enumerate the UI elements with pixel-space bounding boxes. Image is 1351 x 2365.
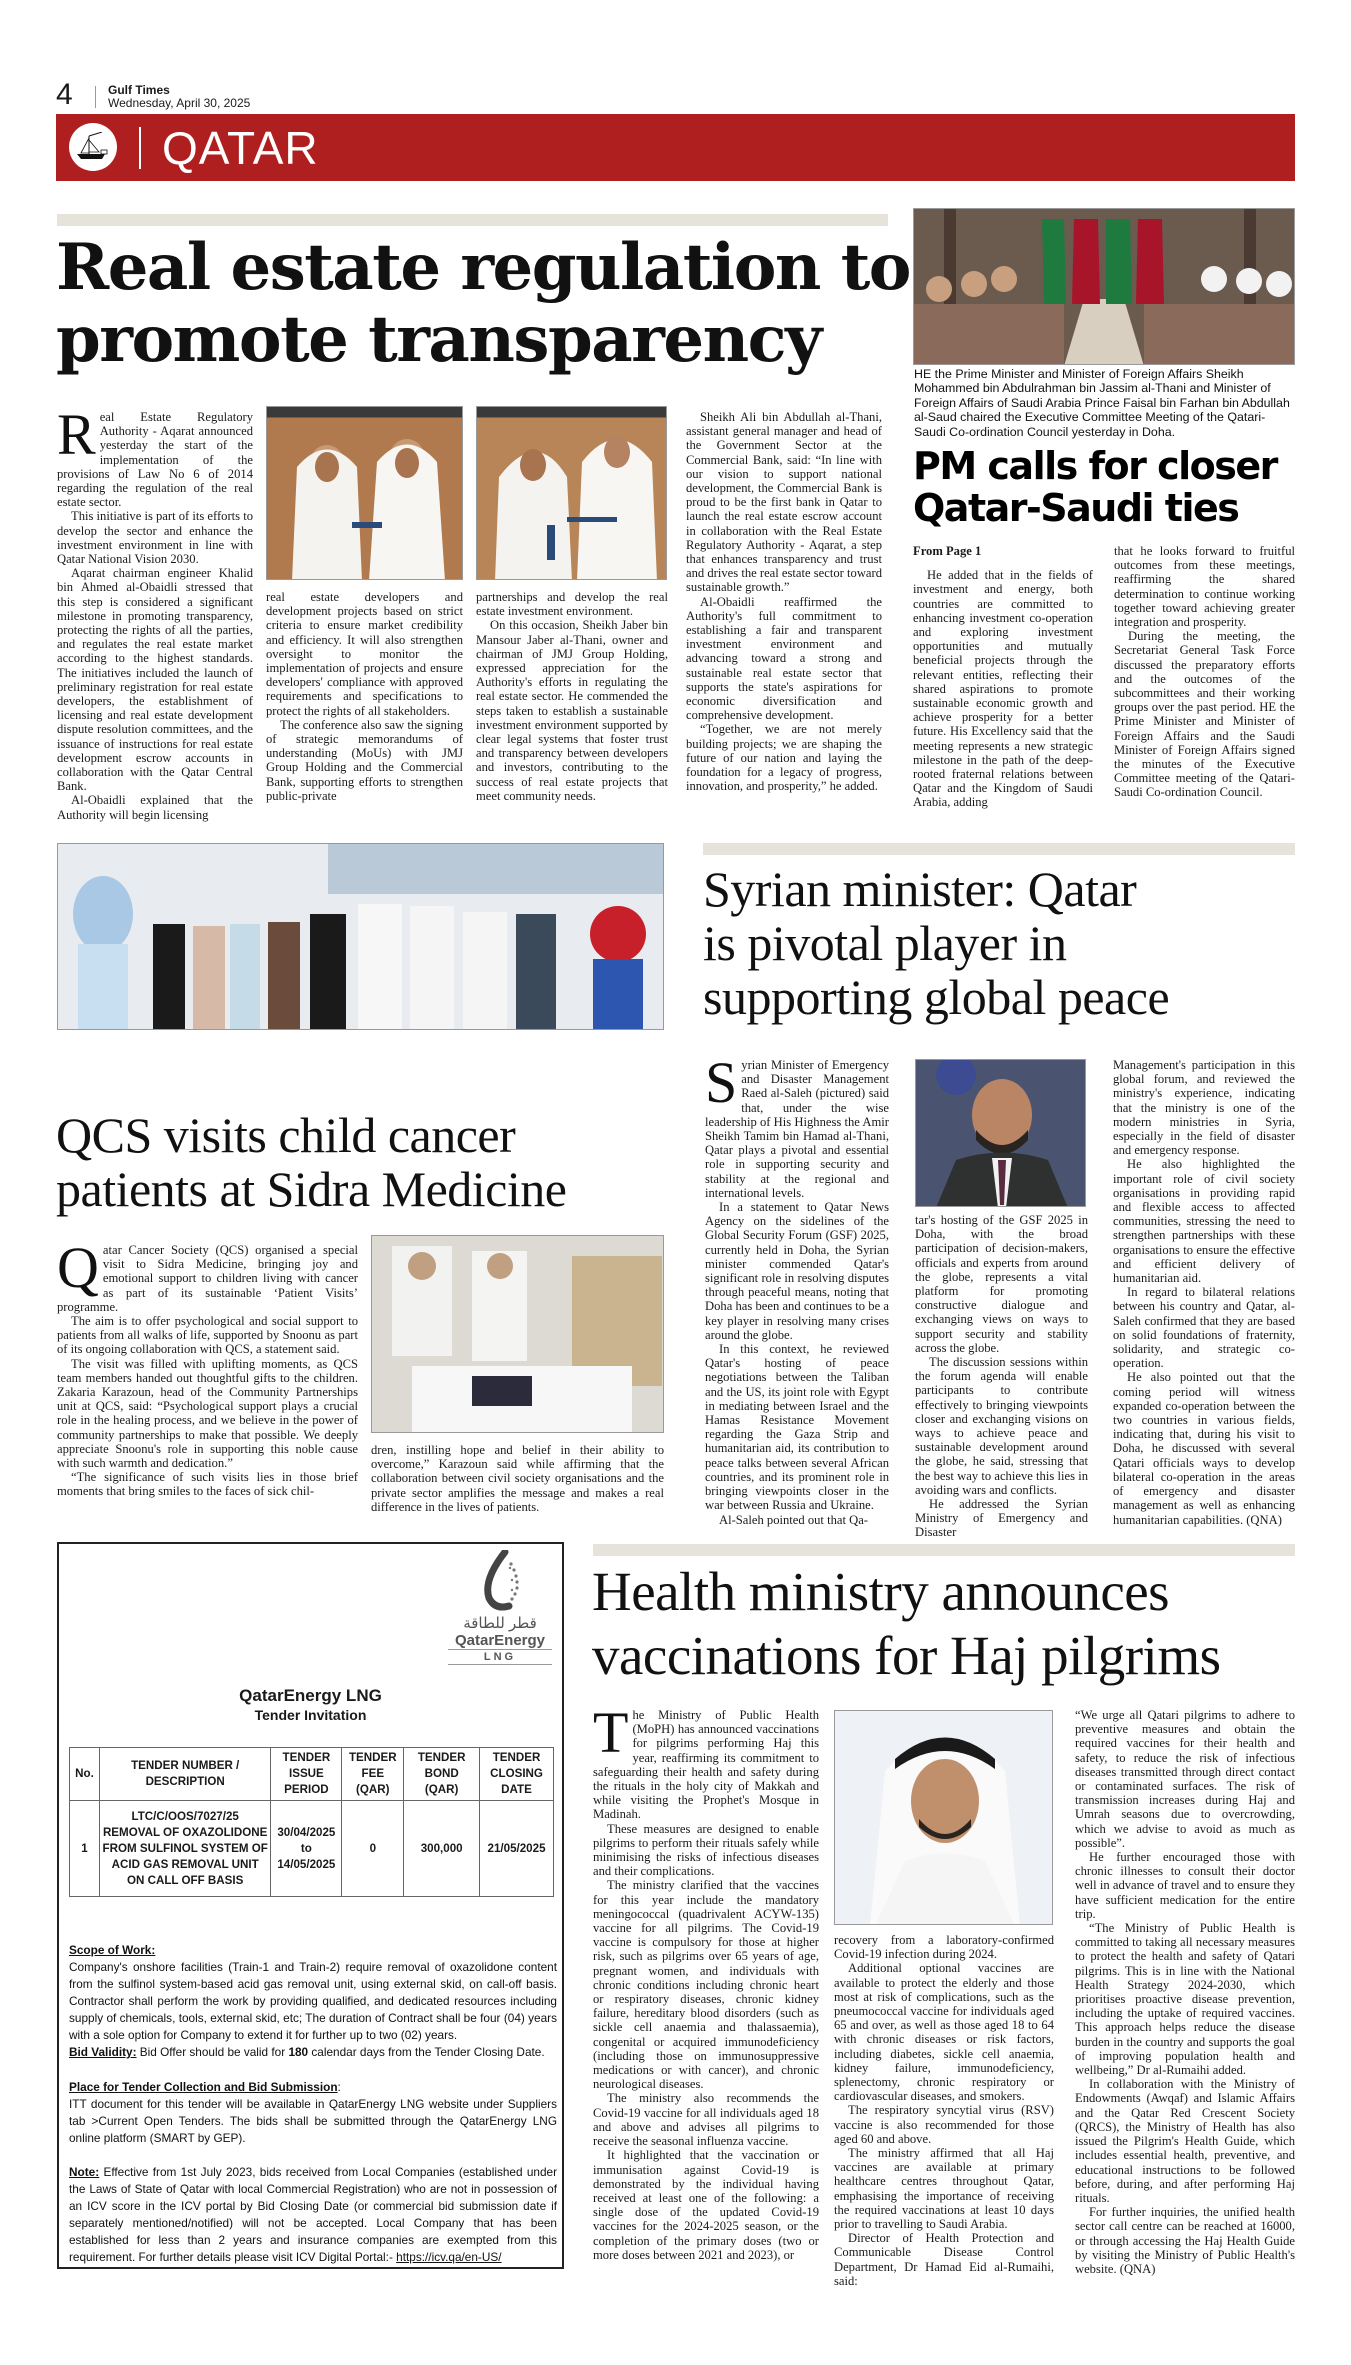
paragraph: Al-Saleh pointed out that Qa-	[719, 1512, 868, 1527]
paragraph: atar Cancer Society (QCS) organised a special visit to Sidra Medicine, bringing joy and emotional support to children living with cancer as part of its sustainable ‘Patient Visits’ programme.	[57, 1243, 358, 1314]
paragraph: The conference also saw the signing of strategic memorandums of understanding (MoUs) with JMJ Group Holding and the Commercial Bank, supporting efforts to strengthen public-private	[266, 717, 463, 803]
paragraph: Al-Obaidli reaffirmed the Authority's full commitment to establishing a fair and transparent investment environment and advancing toward a strong and sustainable real estate sector that supports the state's aspirations for economic diversification and comprehensive development.	[686, 594, 882, 723]
droplet-logo-icon	[475, 1550, 525, 1612]
tender-description: LTC/C/OOS/7027/25 REMOVAL OF OXAZOLIDONE FROM SULFINOL SYSTEM OF ACID GAS REMOVAL UNIT ON CALL OFF BASIS	[99, 1801, 270, 1897]
qatarenergy-logo	[448, 1550, 552, 1665]
pm-meeting-photo	[913, 208, 1295, 365]
health-column-1	[593, 1700, 819, 2262]
column-header: TENDER FEE (QAR)	[342, 1748, 404, 1801]
paragraph: “The Ministry of Public Health is committed to taking all necessary measures to protect the health and safety of Qatari pilgrims. This is in line with the National Health Strategy 2024-2030, which prioritises proactive disease prevention, including the uptake of required vaccines. This approach helps reduce the disease burden in the country and supports the goal of improving population health and wellbeing,” Dr al-Rumaihi added.	[1075, 1921, 1295, 2078]
qcs-column-1	[57, 1235, 358, 1499]
column-header: TENDER BOND (QAR)	[404, 1748, 480, 1801]
section-title: QATAR	[162, 122, 319, 174]
paragraph: eal Estate Regulatory Authority - Aqarat announced yesterday the start of the implementation of the provisions of Law No 6 of 2014 regarding the regulation of the real estate sector.	[57, 410, 253, 510]
paragraph: He also highlighted the important role of civil society organisations in providing rapid and flexible access to affected communities, stressing the need to strengthen partnerships with these organisations to ensure the effective and efficient delivery of humanitarian aid.	[1113, 1157, 1295, 1286]
tender-table	[69, 1747, 554, 1897]
dropcap: S	[705, 1050, 738, 1115]
headline-line: Health ministry announces	[592, 1561, 1170, 1622]
scope-label: Scope of Work:	[69, 1943, 156, 1957]
paragraph: On this occasion, Sheikh Jaber bin Mansour Jaber al-Thani, owner and chairman of JMJ Group Holding, expressed appreciation for the Authority's efforts in regulating the real estate sector. He commended the steps taken to establish a sustainable investment environment supported by clear legal systems that foster trust and transparency between developers and investors, contributing to the success of real estate projects that meet community needs.	[476, 618, 668, 803]
from-page-label: From Page 1	[913, 544, 982, 558]
real-estate-column-3	[476, 590, 668, 803]
headline-line: vaccinations for Haj pilgrims	[592, 1625, 1221, 1686]
dropcap: T	[593, 1700, 629, 1765]
syria-column-1	[705, 1050, 889, 1527]
scope-text: Company's onshore facilities (Train-1 and Train-2) require removal of oxazolidone content from the sulfinol system-based acid gas removal unit, using external skid, on call-off basis. Contractor shall perform the work by providing qualified, and dedicated resources including supply of chemicals, tools, external skid, etc; The duration of Contract shall be four (04) years with a sole option for Company to extend it for further up to two (02) years.	[69, 1960, 557, 2042]
headline-line: PM calls for closer	[913, 444, 1277, 488]
headline-line: patients at Sidra Medicine	[56, 1161, 567, 1217]
paragraph: The discussion sessions within the forum agenda will enable participants to contribute effectively to bringing viewpoints closer and exchanging visions on ways to achieve peace and sustainable development around the globe, he said, stressing that the best way to achieve this lies in avoiding wars and conflicts.	[915, 1355, 1088, 1497]
syria-headline	[703, 862, 1303, 1024]
pm-column-1	[913, 544, 1093, 810]
paragraph: Sheikh Ali bin Abdullah al-Thani, assistant general manager and head of the Government Sector at the Commercial Bank, said: “In line with our vision to support national development, the Commercial Bank is proud to be the first bank in Qatar to launch the real estate escrow account in collaboration with the Real Estate Regulatory Authority - Aqarat, a step that enhances transparency and trust and drives the real estate sector toward sustainable growth.”	[686, 410, 882, 595]
paragraph: partnerships and develop the real estate investment environment.	[476, 590, 668, 619]
icv-portal-link[interactable]: https://icv.qa/en-US/	[396, 2250, 502, 2264]
paragraph: In collaboration with the Ministry of Endowments (Awqaf) and Islamic Affairs and the Qatar Red Crescent Society (QRCS), the Ministry of Health has also issued the Pilgrim's Health Guide, which includes essential health, preventive, and educational instructions to be followed before, during, and after performing Haj rituals.	[1075, 2077, 1295, 2205]
section-rule	[57, 214, 888, 226]
dropcap: Q	[57, 1235, 99, 1300]
syrian-minister-portrait	[915, 1059, 1086, 1207]
qcs-hospital-photo	[371, 1235, 664, 1433]
qcs-group-photo	[57, 843, 664, 1030]
paragraph: The respiratory syncytial virus (RSV) vaccine is also recommended for those aged 60 and above.	[834, 2103, 1054, 2146]
real-estate-headline	[56, 232, 916, 376]
paragraph: “The significance of such visits lies in those brief moments that bring smiles to the faces of sick chil-	[57, 1470, 358, 1499]
dropcap: R	[57, 402, 96, 467]
mou-signing-photo-1	[266, 406, 463, 580]
headline-line: Syrian minister: Qatar	[703, 861, 1137, 917]
dr-al-rumaihi-portrait	[834, 1710, 1053, 1925]
column-header: TENDER NUMBER / DESCRIPTION	[99, 1748, 270, 1801]
note-text: Effective from 1st July 2023, bids received from Local Companies (established under the Laws of State of Qatar with local Commercial Registration) who are not in possession of an ICV score in the ICV portal by Bid Closing Date (or commercial bid submission date if separately mentioned/notified) will not be accepted. Local Company that has been established for less than 2 years and insurance companies are exempted from this requirement. For further details please visit ICV Digital Portal:-	[69, 2165, 557, 2264]
icv-note	[69, 2164, 557, 2266]
place-label: Place for Tender Collection and Bid Submission	[69, 2080, 338, 2094]
logo-arabic-text: قطر للطاقة	[463, 1615, 537, 1632]
bid-submission-place: Place for Tender Collection and Bid Submission: ITT document for this tender will be available in QatarEnergy LNG website under Suppliers tab >Current Open Tenders. The bids shall be submitted through the QatarEnergy LNG online platform (SMART by GEP).	[69, 2080, 557, 2145]
table-header-row	[70, 1748, 554, 1801]
paragraph: Management's participation in this global forum, and reviewed the ministry's experience, indicating that the ministry is one of the modern ministries in Syria, especially in the field of disaster and emergency response.	[1113, 1058, 1295, 1158]
paragraph: In a statement to Qatar News Agency on the sidelines of the Global Security Forum (GSF) 2025, currently held in Doha, the Syrian minister commended Qatar's significant role in resolving disputes through peaceful means, noting that Doha has been and continues to be a key player in resolving many crises around the globe.	[705, 1200, 889, 1342]
paragraph: He added that in the fields of investment and energy, both countries are committed to enhancing investment co-operation and exploring investment opportunities and mutually beneficial projects through the relevant entities, reflecting their shared aspirations to promote sustainable economic growth and achieve prosperity for a better future. His Excellency said that the meeting represents a new strategic milestone in the path of the deep-rooted fraternal relations between Qatar and the Kingdom of Saudi Arabia, adding	[913, 568, 1093, 810]
real-estate-column-2	[266, 590, 463, 803]
paragraph: This initiative is part of its efforts to develop the sector and enhance the investment environment in line with Qatar National Vision 2030.	[57, 509, 254, 567]
syria-column-3	[1113, 1058, 1295, 1527]
paragraph: He addressed the Syrian Ministry of Emergency and Disaster	[915, 1497, 1088, 1540]
paragraph: that he looks forward to fruitful outcomes from these meetings, reaffirming the shared determination to continue working together toward achieving greater integration and prosperity.	[1114, 544, 1295, 630]
paragraph: he Ministry of Public Health (MoPH) has announced vaccinations for pilgrims performing Haj this year, reaffirming its commitment to safeguarding their health and safety during the rituals in the holy city of Makkah and while visiting the Prophet's Mosque in Madinah.	[593, 1708, 819, 1822]
health-column-3	[1075, 1708, 1295, 2276]
paragraph: These measures are designed to enable pilgrims to perform their rituals safely while minimising the risks of infectious diseases and their complications.	[593, 1821, 819, 1879]
paragraph: During the meeting, the Secretariat General Task Force discussed the preparatory efforts and the outcomes of the subcommittees and their working groups over the past period. HE the Prime Minister and Minister of Foreign Affairs and the Saudi Minister of Foreign Affairs signed the minutes of the Executive Committee meeting of the Qatari-Saudi Co-ordination Council.	[1114, 629, 1295, 800]
logo-name: QatarEnergy	[454, 1632, 546, 1649]
ad-subtitle: Tender Invitation	[254, 1707, 367, 1723]
tender-closing-date: 21/05/2025	[480, 1801, 554, 1897]
paragraph: He also pointed out that the coming period will witness expanded co-operation between the two countries in various fields, indicating that, during his visit to Doha, he discussed with several Qatari officials ways to develop bilateral co-operation in the areas of emergency and disaster management as well as enhancing humanitarian capabilities. (QNA)	[1113, 1370, 1295, 1527]
health-column-2	[834, 1933, 1054, 2288]
tender-bond: 300,000	[404, 1801, 480, 1897]
headline-line: QCS visits child cancer	[56, 1107, 516, 1163]
paragraph: In this context, he reviewed Qatar's hosting of peace negotiations between the Taliban and the US, its joint role with Egypt in mediating between Israel and the Hamas Resistance Movement regarding the Gaza Strip and humanitarian aid, its contribution to peace talks between several African countries, and its prominent role in bringing viewpoints closer in the war between Russia and Ukraine.	[705, 1342, 889, 1513]
paragraph: It highlighted that the vaccination or immunisation against Covid-19 is demonstrated by the individual having received at least one of the following: a single dose of the updated Covid-19 vaccines for the 2024-2025 season, or the completion of the primary doses (two or more doses between 2021 and 2023), or	[593, 2148, 819, 2262]
paragraph: The aim is to offer psychological and social support to patients from all walks of life, supported by Snoonu as part of its ongoing collaboration with QCS, a statement said.	[57, 1314, 358, 1357]
logo-sub: LNG	[448, 1649, 552, 1665]
column-header: TENDER CLOSING DATE	[480, 1748, 554, 1801]
bid-validity	[69, 2044, 557, 2061]
validity-days: 180	[288, 2045, 309, 2059]
paragraph: dren, instilling hope and belief in their ability to overcome,” Karazoun said while affirming that the collaboration between civil society organisations and the private sector amplifies the message and makes a real difference in the lives of patients.	[371, 1443, 664, 1514]
scope-of-work	[69, 1942, 557, 2044]
real-estate-column-1	[57, 402, 254, 822]
paragraph: The ministry clarified that the vaccines for this year include the mandatory meningococcal (quadrivalent ACYW-135) vaccine for all pilgrims. The Covid-19 vaccine is compulsory for those at higher risk, such as pilgrims over 65 years of age, pregnant women, and individuals with chronic conditions including chronic heart or respiratory diseases, chronic kidney failure, hereditary blood disorders (such as sickle cell anaemia and thalassaemia), congenital or acquired immunodeficiency (including those on immunosuppressive medications or with cancer), and chronic neurological diseases.	[593, 1878, 819, 2092]
paragraph: The ministry affirmed that all Haj vaccines are available at primary healthcare centres throughout Qatar, emphasising the importance of receiving the required vaccinations at least 10 days prior to travelling to Saudi Arabia.	[834, 2146, 1054, 2232]
paragraph: tar's hosting of the GSF 2025 in Doha, with the broad participation of decision-makers, officials and experts from around the globe, represents a vital platform for promoting constructive dialogue and exchanging views on ways to support security and stability across the globe.	[915, 1213, 1088, 1355]
paper-date: Wednesday, April 30, 2025	[108, 96, 251, 110]
headline-line: is pivotal player in	[703, 915, 1067, 971]
paragraph: Additional optional vaccines are available to protect the elderly and those most at risk of complications, such as the pneumococcal vaccine for individuals aged 65 and over, as well as those aged 18 to 64 with chronic diseases or risk factors, including diabetes, sickle cell anaemia, kidney failure, immunodeficiency, splenectomy, chronic respiratory or cardiovascular diseases, and smokers.	[834, 1961, 1054, 2104]
section-rule	[703, 843, 1295, 855]
section-rule	[593, 1544, 1295, 1556]
qcs-column-2	[371, 1443, 664, 1514]
dhow-boat-icon	[69, 123, 117, 171]
note-label: Note:	[69, 2165, 100, 2179]
paragraph: In regard to bilateral relations between his country and Qatar, al-Saleh confirmed that they are based on solid foundations of fraternity, solidarity, and strategic co-operation.	[1113, 1285, 1295, 1371]
qcs-headline	[56, 1108, 676, 1216]
paragraph: real estate developers and development projects based on strict criteria to ensure market credibility and efficiency. It will also strengthen oversight to monitor the implementation of projects and ensure developers' compliance with approved requirements and specifications to protect the rights of all stakeholders.	[266, 590, 463, 718]
paragraph: “Together, we are not merely building projects; we are shaping the future of our nation and laying the foundation for a legacy of progress, innovation, and prosperity,” he added.	[686, 722, 882, 794]
real-estate-column-4	[686, 410, 882, 793]
validity-label: Bid Validity:	[69, 2045, 137, 2059]
section-banner	[56, 114, 1295, 181]
validity-text: calendar days from the Tender Closing Date.	[308, 2045, 545, 2059]
page-number: 4	[56, 78, 73, 111]
table-row	[70, 1801, 554, 1897]
column-header: No.	[70, 1748, 100, 1801]
column-header: TENDER ISSUE PERIOD	[271, 1748, 342, 1801]
ad-title: QatarEnergy LNG	[239, 1686, 382, 1705]
paragraph: Al-Obaidli explained that the Authority will begin licensing	[57, 793, 253, 822]
pm-headline	[913, 445, 1303, 529]
tender-advertisement	[57, 1542, 564, 2269]
headline-line: supporting global peace	[703, 969, 1170, 1025]
tender-issue-period: 30/04/2025 to 14/05/2025	[271, 1801, 342, 1897]
paragraph: Aqarat chairman engineer Khalid bin Ahmed al-Obaidli stressed that this step is considered a significant milestone in promoting transparency, protecting the rights of all the parties, and regulates the real estate market according to the highest standards. The initiatives included the launch of preliminary registration for real estate developers, the establishment of licensing and real estate development dispute resolution committees, and the issuance of instructions for real estate development escrow accounts in collaboration with the Qatar Central Bank.	[57, 566, 253, 794]
paragraph: For further inquiries, the unified health sector call centre can be reached at 16000, or through accessing the Haj Health Guide by visiting the Ministry of Public Health's website. (QNA)	[1075, 2205, 1295, 2276]
validity-text: Bid Offer should be valid for	[136, 2045, 289, 2059]
paragraph: The visit was filled with uplifting moments, as QCS team members handed out thoughtful gifts to the children. Zakaria Karazoun, head of the Community Partnerships unit at QCS, said: “Psychological support plays a crucial role in the healing process, and we believe in the power of community partnerships to make that possible. We deeply appreciate Snoonu's role in supporting this noble cause with such warmth and dedication.”	[57, 1356, 358, 1471]
health-headline	[592, 1560, 1312, 1688]
mou-signing-photo-2	[476, 406, 667, 580]
masthead-divider	[95, 86, 96, 108]
tender-fee: 0	[342, 1801, 404, 1897]
paragraph: Director of Health Protection and Communicable Disease Control Department, Dr Hamad Eid al-Rumaihi, said:	[834, 2231, 1054, 2288]
syria-column-2	[915, 1213, 1088, 1540]
section-divider	[139, 127, 141, 169]
paragraph: He further encouraged those with chronic illnesses to consult their doctor well in advance of travel and to ensure they have sufficient medication for the entire trip.	[1075, 1850, 1295, 1921]
pm-column-2	[1114, 544, 1295, 800]
paragraph: “We urge all Qatari pilgrims to adhere to preventive measures and obtain the required vaccines for their health and safety, to reduce the risk of infectious diseases transmitted through direct contact or contaminated surfaces. The risk of transmission increases during Haj and Umrah seasons due to overcrowding, which we advise to avoid as much as possible”.	[1075, 1708, 1295, 1850]
tender-no: 1	[70, 1801, 100, 1897]
headline-line: Qatar-Saudi ties	[913, 486, 1239, 530]
place-text: ITT document for this tender will be available in QatarEnergy LNG website under Suppliers tab >Current Open Tenders. The bids shall be submitted through the QatarEnergy LNG online platform (SMART by GEP).	[69, 2097, 557, 2145]
paragraph: The ministry also recommends the Covid-19 vaccine for all individuals aged 18 and above and advises all pilgrims to receive the seasonal influenza vaccine.	[593, 2091, 819, 2149]
paper-name: Gulf Times	[108, 83, 170, 97]
paragraph: recovery from a laboratory-confirmed Covid-19 infection during 2024.	[834, 1933, 1054, 1962]
headline-line: promote transparency	[56, 302, 821, 377]
headline-line: Real estate regulation to	[56, 230, 910, 305]
pm-photo-caption: HE the Prime Minister and Minister of Foreign Affairs Sheikh Mohammed bin Abdulrahman bin Jassim al-Thani and Minister of Foreign Affairs of Saudi Arabia Prince Faisal bin Farhan bin Abdullah al-Saud chaired the Executive Committee Meeting of the Qatari-Saudi Co-ordination Council yesterday in Doha.	[914, 367, 1290, 439]
paragraph: yrian Minister of Emergency and Disaster Management Raed al-Saleh (pictured) said that, under the wise leadership of His Highness the Amir Sheikh Tamim bin Hamad al-Thani, Qatar plays a pivotal and essential role in supporting security and stability at the regional and international levels.	[705, 1058, 889, 1200]
